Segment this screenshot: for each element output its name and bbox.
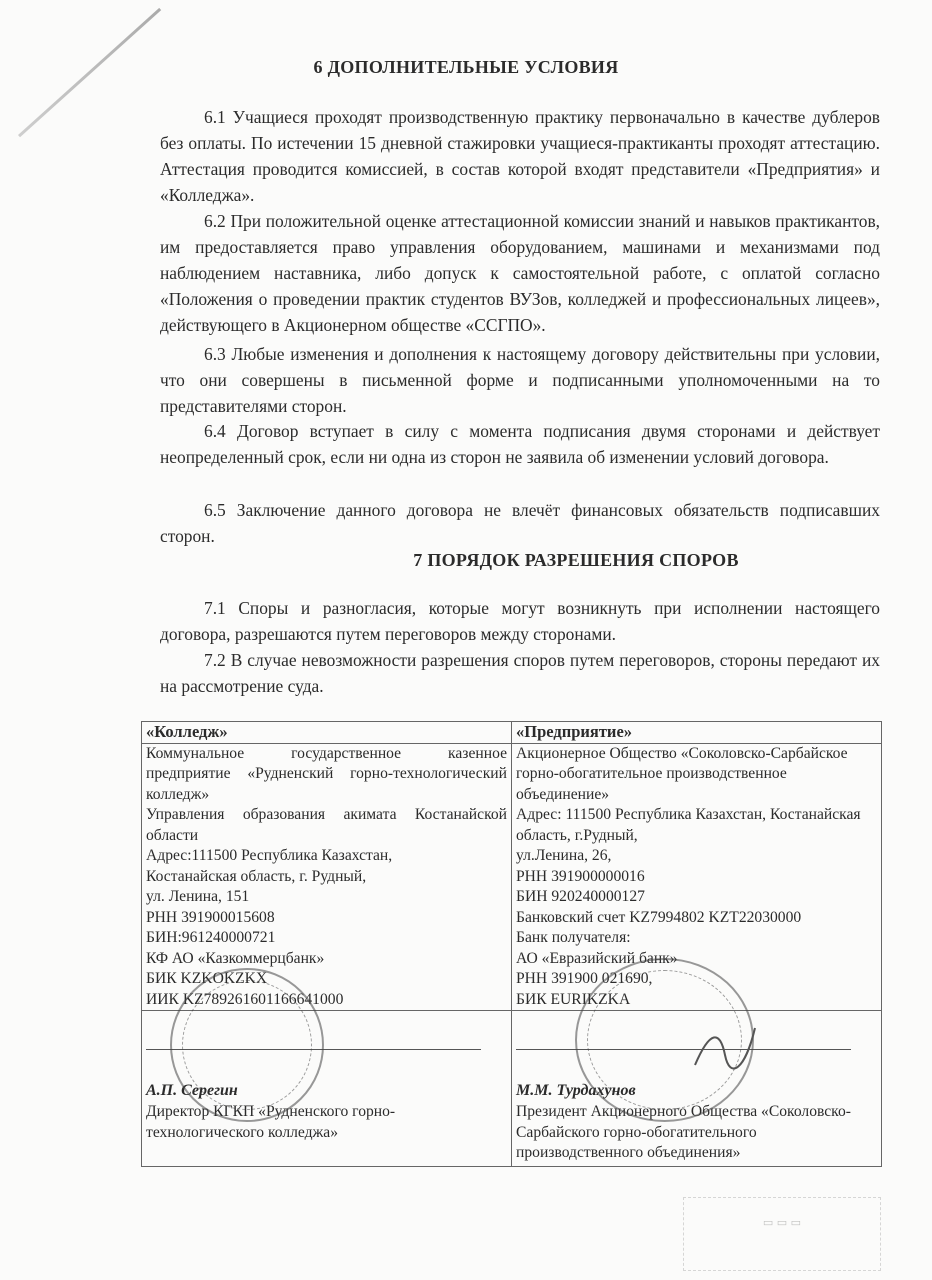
college-rnn: РНН 391900015608 (146, 908, 275, 926)
paragraph-6-3: 6.3 Любые изменения и дополнения к настоящему договору действительны при условии, что они совершены в письменной форме и подписанными уполномоченными на то представителями сторон. (160, 344, 880, 416)
paragraph-6-5: 6.5 Заключение данного договора не влечёт финансовых обязательств подписавших сторон. (160, 500, 880, 546)
enterprise-rnn: РНН 391900000016 (516, 867, 645, 885)
enterprise-address-2: ул.Ленина, 26, (516, 847, 612, 864)
college-address-1: Адрес:111500 Республика Казахстан, (146, 847, 393, 864)
table-header-row (142, 722, 882, 744)
college-requisites (142, 743, 512, 1011)
college-header: «Колледж» (142, 722, 512, 744)
enterprise-name: Акционерное Общество «Соколовско-Сарбайское горно-обогатительное производственное объединение» (516, 744, 848, 803)
college-department: Управления образования акимата Костанайской области (146, 806, 507, 844)
college-signer-title: Директор КГКП «Рудненского горно-технологического колледжа» (146, 1103, 396, 1141)
college-name: Коммунальное государственное казенное предприятие «Рудненский горно-технологический колледж» (146, 744, 507, 803)
section-7-title: 7 ПОРЯДОК РАЗРЕШЕНИЯ СПОРОВ (413, 550, 739, 570)
paragraph-6-1: 6.1 Учащиеся проходят производственную практику первоначально в качестве дублеров без оплаты. По истечении 15 дневной стажировки учащиеся-практиканты проходят аттестацию. Аттестация проводится комиссией, в состав которой входят представители «Предприятия» и «Колледжа». (160, 107, 880, 205)
college-address-2: Костанайская область, г. Рудный, (146, 867, 367, 885)
enterprise-bank-rnn: РНН 391900 021690, (516, 970, 653, 987)
enterprise-signer-name: М.М. Турдахунов (516, 1082, 636, 1099)
paragraph-6-4: 6.4 Договор вступает в силу с момента подписания двумя сторонами и действует неопределенный срок, если ни одна из сторон не заявила об изменении условий договора. (160, 421, 880, 467)
college-signer-name: А.П. Серегин (146, 1082, 238, 1099)
enterprise-bik: БИК EURIKZKA (516, 990, 631, 1008)
college-bank: КФ АО «Казкоммерцбанк» (146, 949, 325, 967)
college-iik: ИИК KZ789261601166641000 (146, 990, 344, 1008)
enterprise-header: «Предприятие» (512, 722, 882, 744)
handwritten-signature-mark (690, 1020, 760, 1080)
enterprise-signer-title: Президент Акционерного Общества «Соколовско-Сарбайского горно-обогатительного производственного объединения» (516, 1103, 851, 1161)
enterprise-bin: БИН 920240000127 (516, 888, 645, 905)
enterprise-address-1: Адрес: 111500 Республика Казахстан, Костанайская область, г.Рудный, (516, 806, 861, 844)
college-bin: БИН:961240000721 (146, 929, 276, 946)
enterprise-bank: АО «Евразийский банк» (516, 949, 678, 967)
enterprise-account: Банковский счет KZ7994802 KZT22030000 (516, 908, 802, 926)
section-6-title: 6 ДОПОЛНИТЕЛЬНЫЕ УСЛОВИЯ (313, 57, 619, 77)
college-seal-stamp (170, 968, 324, 1122)
college-bik: БИК KZKOKZKX (146, 970, 268, 987)
college-address-3: ул. Ленина, 151 (146, 888, 250, 905)
paragraph-7-1: 7.1 Споры и разногласия, которые могут возникнуть при исполнении настоящего договора, разрешаются путем переговоров между сторонами. (160, 598, 880, 644)
faint-registration-stamp: ▭ ▭ ▭ (683, 1197, 881, 1271)
paragraph-7-2: 7.2 В случае невозможности разрешения споров путем переговоров, стороны передают их на рассмотрение суда. (160, 650, 880, 696)
enterprise-bank-label: Банк получателя: (516, 929, 631, 946)
paragraph-6-2: 6.2 При положительной оценке аттестационной комиссии знаний и навыков практикантов, им предоставляется право управления оборудованием, машинами и механизмами под наблюдением наставника, либо допуск к самостоятельной работе, с оплатой согласно «Положения о проведении практик студентов ВУЗов, колледжей и профессиональных лицеев», действующего в Акционерном обществе «ССГПО». (160, 211, 880, 335)
